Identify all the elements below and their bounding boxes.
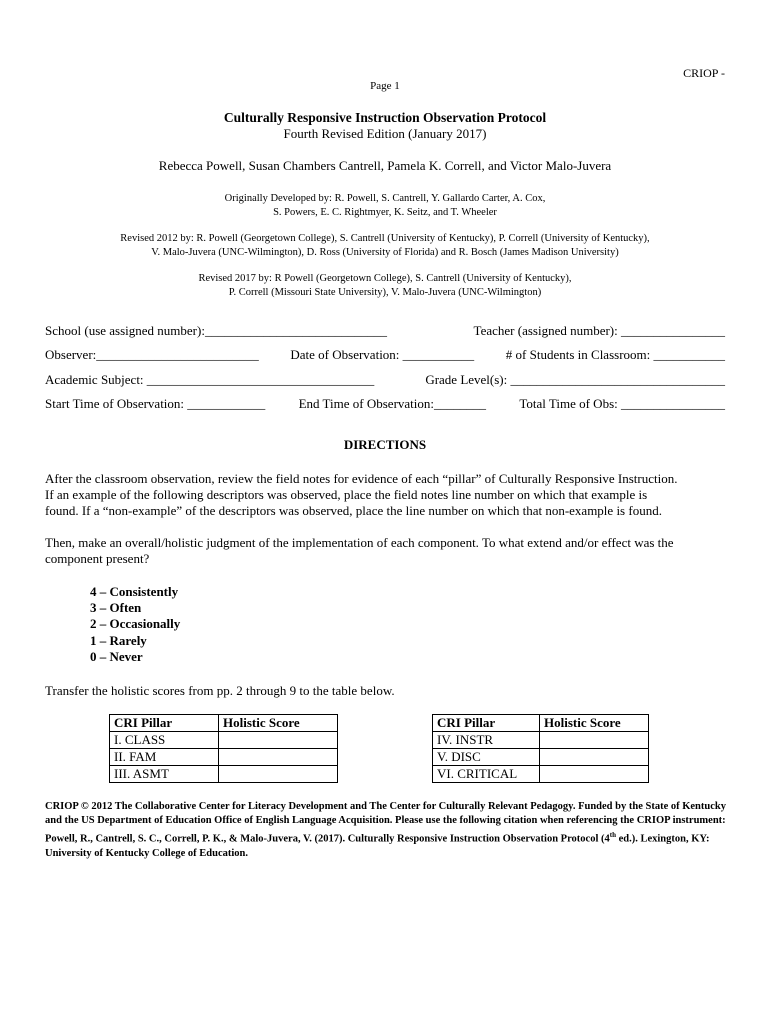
scale-item: 2 – Occasionally	[90, 616, 181, 632]
credit-revised-2012	[0, 232, 770, 260]
table-row	[433, 766, 649, 783]
score-table-left	[109, 714, 338, 783]
pillar-cell: V. DISC	[433, 749, 540, 766]
teacher-field[interactable]: Teacher (assigned number): ________________	[473, 323, 725, 338]
para1-line2: If an example of the following descriptors was observed, place the field notes line number on which that example is	[45, 487, 648, 502]
pillar-cell: VI. CRITICAL	[433, 766, 540, 783]
scale-item: 1 – Rarely	[90, 632, 147, 648]
observer-field[interactable]: Observer:_________________________	[45, 347, 259, 362]
citation-superscript: th	[609, 831, 616, 839]
citation-text-end: ed.). Lexington, KY: University of Kentucky College of Education.	[45, 833, 710, 859]
table-row	[110, 766, 338, 783]
score-cell[interactable]	[219, 749, 338, 766]
scale-item: 0 – Never	[90, 648, 143, 664]
form-row-observer	[45, 347, 725, 363]
form-row-school-teacher	[45, 323, 725, 339]
credit-revised-2017	[0, 272, 770, 300]
directions-paragraph-1	[45, 471, 735, 519]
end-time-field[interactable]: End Time of Observation:________	[298, 396, 487, 411]
pillar-cell: II. FAM	[110, 749, 219, 766]
score-cell[interactable]	[540, 766, 649, 783]
pillar-cell: IV. INSTR	[433, 732, 540, 749]
credit-original-line1: Originally Developed by: R. Powell, S. Cantrell, Y. Gallardo Carter, A. Cox,	[224, 193, 546, 204]
start-time-field[interactable]: Start Time of Observation: ____________	[45, 396, 266, 411]
para1-line3: found. If a “non-example” of the descriptors was observed, place the line number on which that non-example is found.	[45, 503, 662, 518]
document-edition: Fourth Revised Edition (January 2017)	[283, 126, 487, 141]
document-authors: Rebecca Powell, Susan Chambers Cantrell, Pamela K. Correll, and Victor Malo-Juvera	[158, 158, 612, 173]
directions-heading: DIRECTIONS	[343, 437, 427, 452]
score-cell[interactable]	[219, 732, 338, 749]
scale-item: 4 – Consistently	[90, 584, 179, 599]
school-field[interactable]: School (use assigned number):____________________________	[45, 323, 387, 338]
para1-line1: After the classroom observation, review the field notes for evidence of each “pillar” of Culturally Responsive Instruction.	[45, 471, 678, 486]
students-field[interactable]: # of Students in Classroom: ___________	[505, 347, 725, 362]
credit-original-line2: S. Powers, E. C. Rightmyer, K. Seitz, and T. Wheeler	[273, 207, 497, 218]
rating-scale	[90, 584, 180, 665]
score-cell[interactable]	[219, 766, 338, 783]
page-number: Page 1	[370, 80, 400, 92]
pillar-cell: I. CLASS	[110, 732, 219, 749]
score-table-right	[432, 714, 649, 783]
column-header-score: Holistic Score	[219, 715, 338, 732]
date-field[interactable]: Date of Observation: ___________	[290, 347, 475, 362]
column-header-pillar: CRI Pillar	[433, 715, 540, 732]
total-time-field[interactable]: Total Time of Obs: ________________	[519, 396, 725, 411]
credit-2017-line2: P. Correll (Missouri State University), V. Malo-Juvera (UNC-Wilmington)	[228, 287, 542, 298]
table-row	[433, 749, 649, 766]
pillar-cell: III. ASMT	[110, 766, 219, 783]
form-row-subject	[45, 372, 725, 388]
column-header-pillar: CRI Pillar	[110, 715, 219, 732]
score-cell[interactable]	[540, 749, 649, 766]
header-right-label: CRIOP -	[683, 66, 725, 80]
credit-2017-line1: Revised 2017 by: R Powell (Georgetown College), S. Cantrell (University of Kentucky),	[198, 273, 572, 284]
citation-text: CRIOP © 2012 The Collaborative Center for Literacy Development and The Center for Culturally Relevant Pedagogy. Funded by the State of Kentucky and the US Department of Education Office of English Language Acquisition. Please use the following citation when referencing the CRIOP instrument: Powell, R., Cantrell, S. C., Correll, P. K., & Malo-Juvera, V. (2017). Culturally Responsive Instruction Observation Protocol (4	[45, 801, 726, 845]
table-header-row	[433, 715, 649, 732]
para2-line1: Then, make an overall/holistic judgment of the implementation of each component. To what extend and/or effect was the	[45, 535, 674, 550]
score-cell[interactable]	[540, 732, 649, 749]
credit-2012-line1: Revised 2012 by: R. Powell (Georgetown College), S. Cantrell (University of Kentucky), P. Correll (University of Kentucky),	[120, 233, 650, 244]
transfer-instructions: Transfer the holistic scores from pp. 2 through 9 to the table below.	[45, 683, 395, 698]
scale-item: 3 – Often	[90, 600, 142, 616]
subject-field[interactable]: Academic Subject: ___________________________________	[45, 372, 375, 387]
footer-citation	[45, 800, 730, 861]
document-title: Culturally Responsive Instruction Observation Protocol	[223, 110, 547, 125]
table-header-row	[110, 715, 338, 732]
form-row-times	[45, 396, 725, 412]
credit-2012-line2: V. Malo-Juvera (UNC-Wilmington), D. Ross (University of Florida) and R. Bosch (James Madison University)	[151, 247, 619, 258]
table-row	[110, 732, 338, 749]
table-row	[110, 749, 338, 766]
directions-paragraph-2	[45, 535, 735, 567]
grade-field[interactable]: Grade Level(s): _________________________________	[425, 372, 725, 387]
table-row	[433, 732, 649, 749]
para2-line2: component present?	[45, 551, 150, 566]
credit-original	[0, 192, 770, 220]
column-header-score: Holistic Score	[540, 715, 649, 732]
